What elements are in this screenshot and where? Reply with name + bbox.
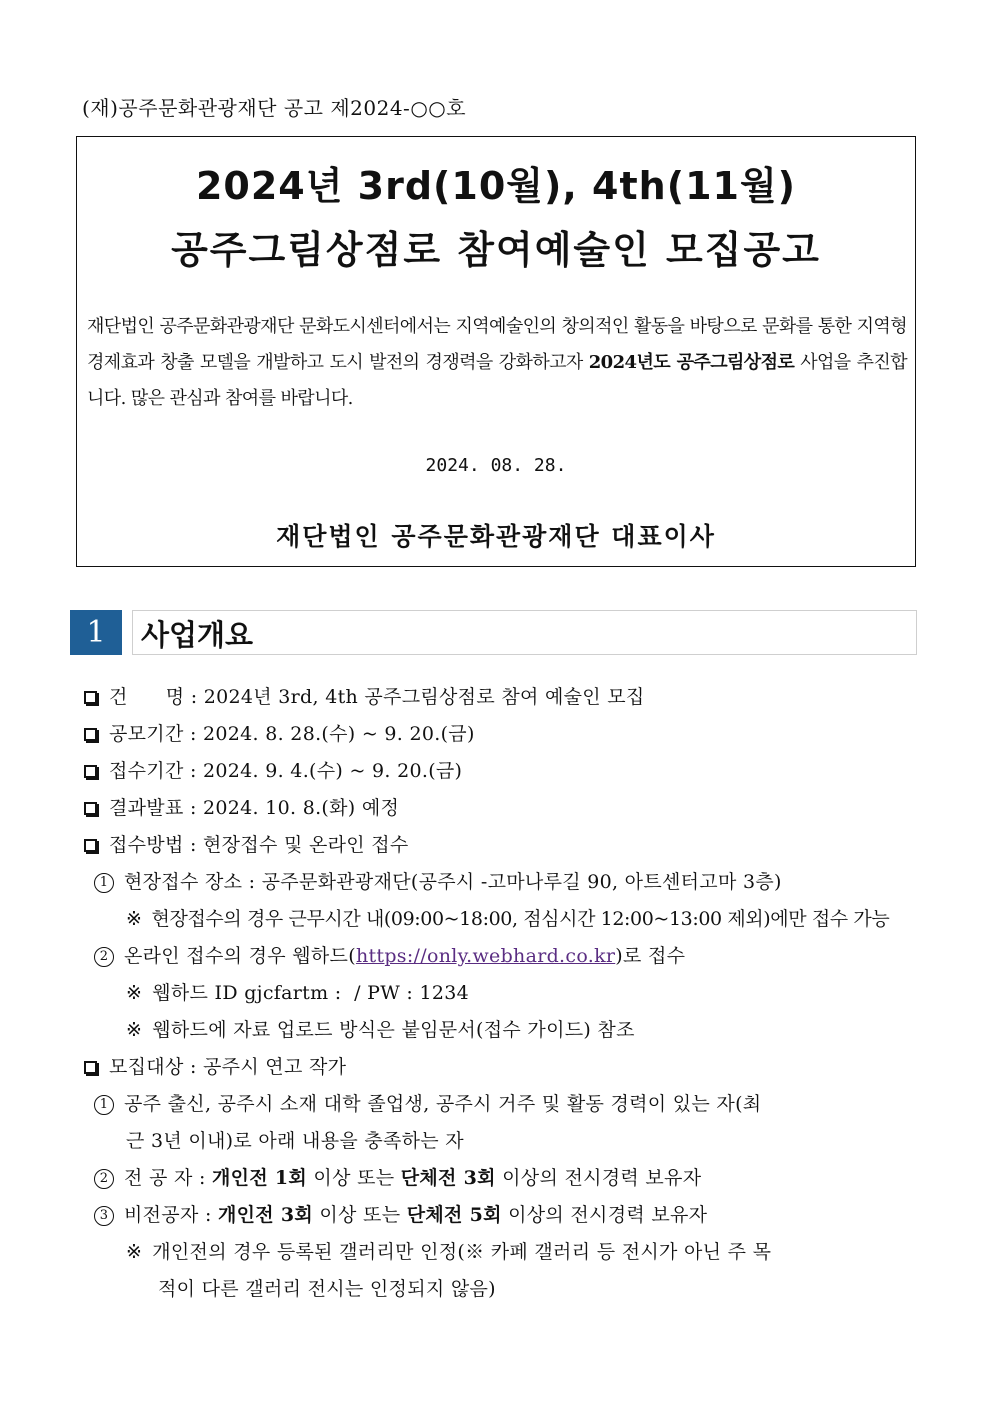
method-item-1-note: [126, 904, 889, 931]
reference-mark: ※: [126, 1241, 143, 1263]
document-number: (재)공주문화관광재단 공고 제2024-○○호: [82, 96, 467, 120]
bold-text: 단체전 5회: [406, 1204, 502, 1226]
bold-text: 개인전 1회: [212, 1167, 308, 1189]
bold-text: 개인전 3회: [218, 1204, 314, 1226]
method-item-1-text: 현장접수 장소 : 공주문화관광재단(공주시 -고마나루길 90, 아트센터고마 3층): [124, 871, 782, 893]
notice-title-line2: 공주그림상점로 참여예술인 모집공고: [171, 228, 821, 272]
item-value: : 2024. 8. 28.(수) ~ 9. 20.(금): [183, 723, 475, 745]
notice-box: [76, 136, 916, 567]
checkbox-bullet-icon: [84, 839, 97, 852]
method-item-2-text-b: )로 접수: [615, 945, 686, 967]
method-item-2: [94, 941, 685, 968]
checkbox-bullet-icon: [84, 691, 97, 704]
target-item-1-text: 공주 출신, 공주시 소재 대학 졸업생, 공주시 거주 및 활동 경력이 있는 자(최: [124, 1093, 762, 1115]
notice-title-line1: 2024년 3rd(10월), 4th(11월): [195, 164, 797, 208]
target-item-3-label: 비전공자 :: [124, 1204, 218, 1226]
circled-number: 1: [94, 873, 114, 893]
note-text: 웹하드 ID gjcfartm : / PW : 1234: [152, 982, 470, 1004]
item-value: : 2024. 10. 8.(화) 예정: [183, 797, 400, 819]
method-item-2-note-2: [126, 1015, 635, 1042]
notice-date: 2024. 08. 28.: [425, 455, 567, 476]
target-item-3-note-cont: 적이 다른 갤러리 전시는 인정되지 않음): [158, 1278, 496, 1300]
target-item-2: [94, 1163, 701, 1190]
item-label: 모집대상: [109, 1056, 184, 1078]
notice-intro: [87, 309, 907, 417]
reference-mark: ※: [126, 982, 143, 1004]
section-title: 사업개요: [141, 618, 254, 652]
target-item-3: [94, 1200, 707, 1227]
list-item-result: [84, 793, 399, 820]
plain-text: 이상의 전시경력 보유자: [501, 1204, 708, 1226]
method-item-2-text-a: 온라인 접수의 경우 웹하드(: [124, 945, 356, 967]
bold-text: 단체전 3회: [400, 1167, 496, 1189]
plain-text: 이상 또는: [307, 1167, 401, 1189]
item-label: 결과발표: [109, 797, 184, 819]
method-item-1: [94, 867, 782, 894]
plain-text: 이상 또는: [313, 1204, 407, 1226]
intro-bold-text: 2024년도 공주그림상점로: [588, 352, 795, 373]
reference-mark: ※: [126, 1019, 143, 1041]
checkbox-bullet-icon: [84, 728, 97, 741]
list-item-method: [84, 830, 409, 857]
item-label: 건 명: [109, 686, 185, 708]
checkbox-bullet-icon: [84, 765, 97, 778]
list-item-name: [84, 682, 645, 709]
note-text: 현장접수의 경우 근무시간 내(09:00~18:00, 점심시간 12:00~13:00 제외)에만 접수 가능: [151, 908, 890, 930]
target-item-1: [94, 1089, 761, 1116]
item-value: : 2024년 3rd, 4th 공주그림상점로 참여 예술인 모집: [184, 686, 645, 708]
section-header: [70, 610, 917, 655]
item-value: : 공주시 연고 작가: [183, 1056, 347, 1078]
method-item-2-note-1: [126, 978, 469, 1005]
webhard-link[interactable]: https://only.webhard.co.kr: [355, 945, 616, 967]
plain-text: 이상의 전시경력 보유자: [495, 1167, 702, 1189]
reference-mark: ※: [126, 908, 142, 930]
intro-text-2: 사업을 추진합니다. 많은 관심과 참여를 바랍니다.: [87, 352, 907, 409]
target-item-1-cont: 근 3년 이내)로 아래 내용을 충족하는 자: [126, 1130, 464, 1152]
list-item-period: [84, 719, 475, 746]
section-number: 1: [70, 610, 122, 655]
item-label: 접수기간: [109, 760, 184, 782]
intro-text-1: 재단법인 공주문화관광재단 문화도시센터에서는 지역예술인의 창의적인 활동을 바탕으로 문화를 통한 지역형 경제효과 창출 모델을 개발하고 도시 발전의 경쟁력을 강화하고자: [87, 316, 907, 373]
list-item-receipt: [84, 756, 462, 783]
circled-number: 1: [94, 1095, 114, 1115]
checkbox-bullet-icon: [84, 802, 97, 815]
item-value: : 2024. 9. 4.(수) ~ 9. 20.(금): [183, 760, 463, 782]
circled-number: 2: [94, 947, 114, 967]
notice-signer: 재단법인 공주문화관광재단 대표이사: [276, 522, 716, 551]
note-text: 개인전의 경우 등록된 갤러리만 인정(※ 카페 갤러리 등 전시가 아닌 주 목: [152, 1241, 772, 1263]
list-item-target: [84, 1052, 346, 1079]
item-label: 공모기간: [109, 723, 184, 745]
item-label: 접수방법: [109, 834, 184, 856]
note-text: 웹하드에 자료 업로드 방식은 붙임문서(접수 가이드) 참조: [152, 1019, 635, 1041]
target-item-3-note: [126, 1237, 771, 1264]
circled-number: 3: [94, 1206, 114, 1226]
target-item-2-label: 전 공 자 :: [124, 1167, 213, 1189]
item-value: : 현장접수 및 온라인 접수: [183, 834, 409, 856]
checkbox-bullet-icon: [84, 1061, 97, 1074]
section-title-box: [132, 610, 917, 655]
circled-number: 2: [94, 1169, 114, 1189]
